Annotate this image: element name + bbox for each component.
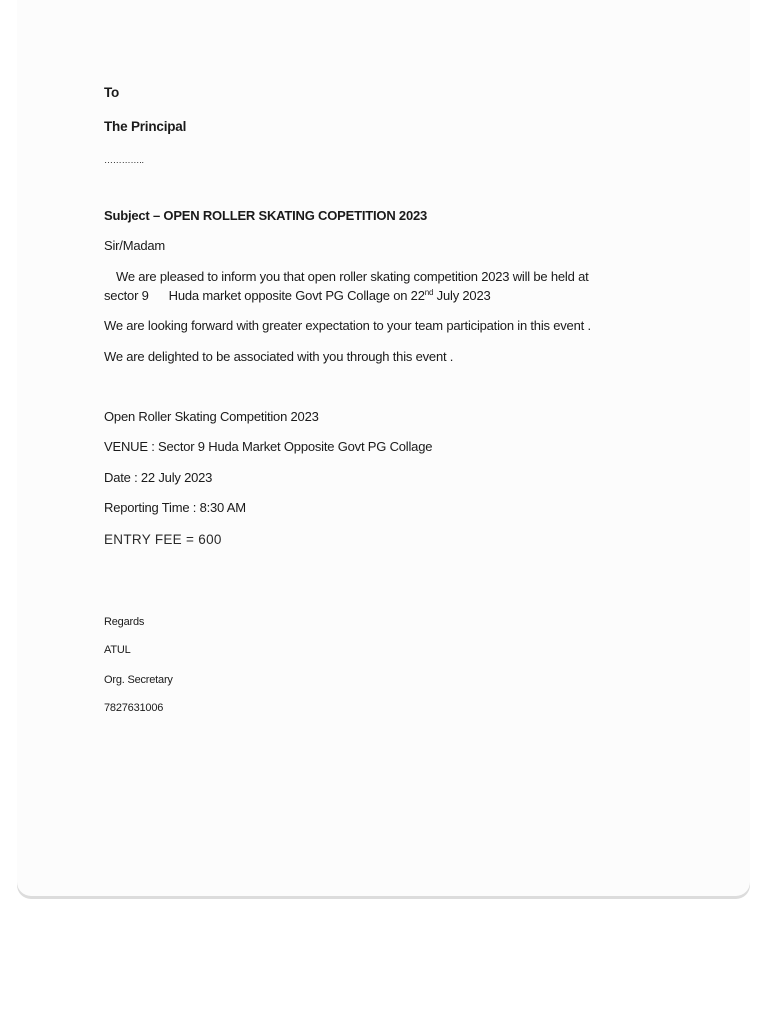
body-line-3: We are looking forward with greater expectation to your team participation in this event . bbox=[104, 318, 591, 333]
entry-fee: ENTRY FEE = 600 bbox=[104, 532, 222, 547]
signatory-designation: Org. Secretary bbox=[104, 674, 173, 686]
address-placeholder: ………….. bbox=[104, 155, 144, 165]
body-line-2-middle: Huda market opposite Govt PG Collage on 22 bbox=[168, 288, 425, 303]
phone-number: 7827631006 bbox=[104, 702, 164, 714]
reporting-time: Reporting Time : 8:30 AM bbox=[104, 500, 246, 515]
event-title: Open Roller Skating Competition 2023 bbox=[104, 409, 319, 424]
body-line-2-start: sector 9 bbox=[104, 288, 149, 303]
body-line-1: We are pleased to inform you that open roller skating competition 2023 will be held at bbox=[116, 269, 589, 284]
venue: VENUE : Sector 9 Huda Market Opposite Govt PG Collage bbox=[104, 439, 433, 454]
to-label: To bbox=[104, 85, 120, 100]
subject-line: Subject – OPEN ROLLER SKATING COPETITION 2023 bbox=[104, 208, 428, 223]
salutation: Sir/Madam bbox=[104, 238, 166, 253]
event-date: Date : 22 July 2023 bbox=[104, 470, 213, 485]
signatory-name: ATUL bbox=[104, 644, 131, 656]
body-line-4: We are delighted to be associated with you through this event . bbox=[104, 349, 454, 364]
ordinal-suffix: nd bbox=[424, 288, 434, 297]
closing: Regards bbox=[104, 616, 145, 628]
recipient: The Principal bbox=[104, 119, 187, 134]
body-line-2-end: July 2023 bbox=[436, 288, 491, 303]
body-line-2 bbox=[104, 288, 491, 303]
